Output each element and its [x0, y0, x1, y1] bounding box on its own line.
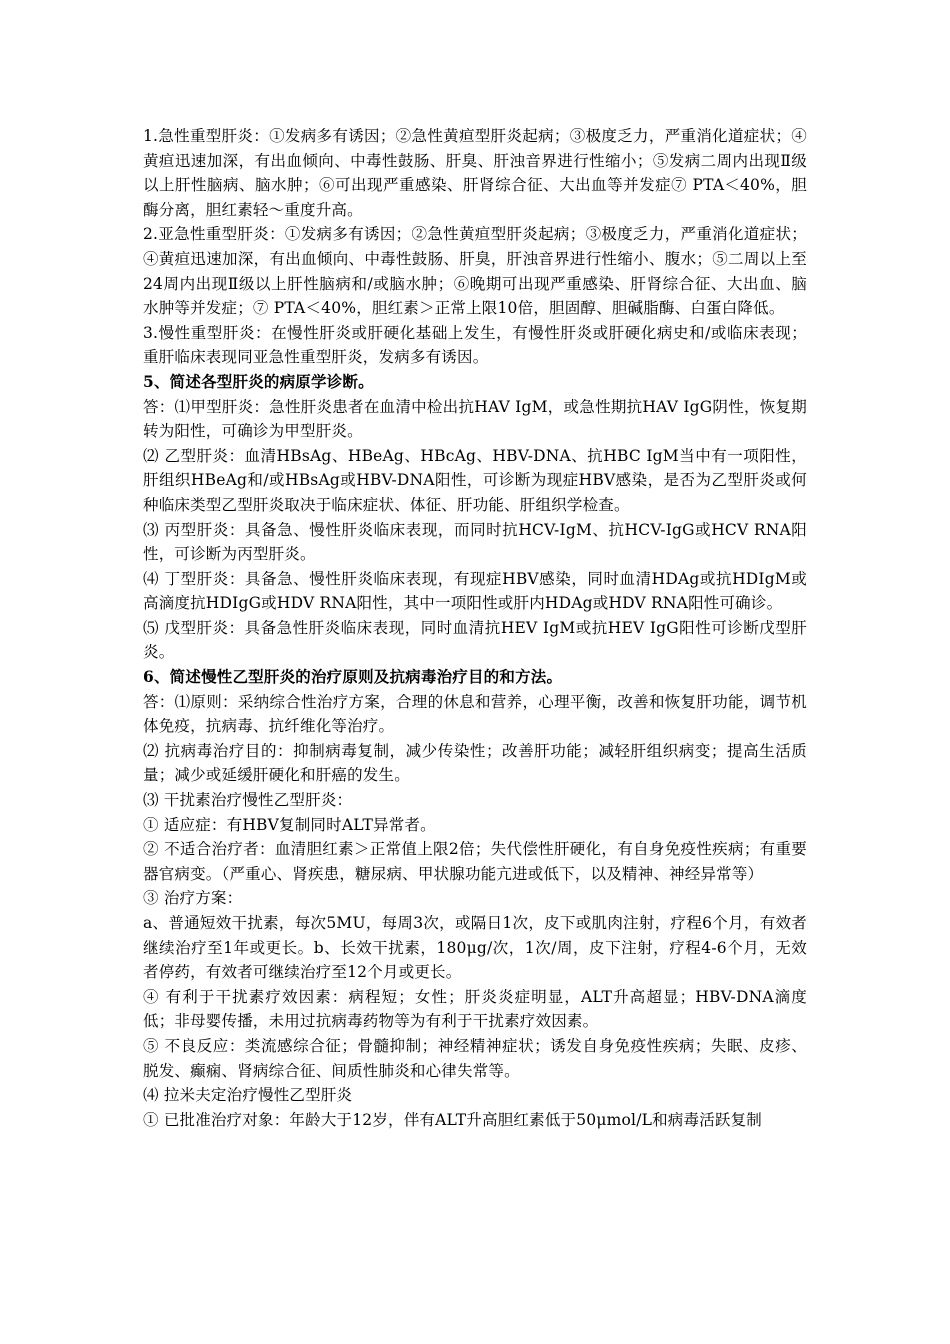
paragraph-chronic-severe-hepatitis: 3.慢性重型肝炎：在慢性肝炎或肝硬化基础上发生，有慢性肝炎或肝硬化病史和/或临床表现；重肝临床表现同亚急性重型肝炎，发病多有诱因。 — [143, 323, 807, 367]
paragraph-adverse-reactions: ⑤ 不良反应：类流感综合征；骨髓抑制；神经精神症状；诱发自身免疫性疾病；失眠、皮疹、脱发、癫痫、肾病综合征、间质性肺炎和心律失常等。 — [143, 1036, 807, 1080]
paragraph-hepatitis-a: 答：⑴甲型肝炎：急性肝炎患者在血清中检出抗HAV IgM，或急性期抗HAV IgG阴性，恢复期转为阳性，可确诊为甲型肝炎。 — [143, 397, 807, 441]
paragraph-interferon-title: ⑶ 干扰素治疗慢性乙型肝炎： — [143, 791, 353, 810]
paragraph-lamivudine-title: ⑷ 拉米夫定治疗慢性乙型肝炎 — [143, 1086, 353, 1105]
paragraph-lamivudine-target: ① 已批准治疗对象：年龄大于12岁，伴有ALT升高胆红素低于50μmol/L和病毒活跃复制 — [143, 1110, 763, 1129]
paragraph-hepatitis-c: ⑶ 丙型肝炎：具备急、慢性肝炎临床表现，而同时抗HCV-IgM、抗HCV-IgG或HCV RNA阳性，可诊断为丙型肝炎。 — [143, 520, 807, 564]
paragraph-treatment-principle: 答：⑴原则：采纳综合性治疗方案，合理的休息和营养，心理平衡，改善和恢复肝功能，调节机体免疫，抗病毒、抗纤维化等治疗。 — [143, 692, 807, 736]
document-body — [143, 124, 807, 1132]
paragraph-subacute-severe-hepatitis: 2.亚急性重型肝炎：①发病多有诱因；②急性黄疸型肝炎起病；③极度乏力，严重消化道症状；④黄疸迅速加深，有出血倾向、中毒性鼓肠、肝臭，肝浊音界进行性缩小、腹水；⑤二周以上至24周内出现Ⅱ级以上肝性脑病和/或脑水肿；⑥晚期可出现严重感染、肝肾综合征、大出血、脑水肿等并发症；⑦ PTA＜40%，胆红素＞正常上限10倍，胆固醇、胆碱脂酶、白蛋白降低。 — [143, 225, 807, 318]
paragraph-indication: ① 适应症：有HBV复制同时ALT异常者。 — [143, 815, 436, 834]
heading-question-5: 5、简述各型肝炎的病原学诊断。 — [143, 371, 374, 391]
paragraph-contraindication: ② 不适合治疗者：血清胆红素＞正常值上限2倍；失代偿性肝硬化，有自身免疫性疾病；有重要器官病变。（严重心、肾疾患，糖尿病、甲状腺功能亢进或低下，以及精神、神经异常等） — [143, 840, 807, 883]
paragraph-antiviral-goal: ⑵ 抗病毒治疗目的：抑制病毒复制，减少传染性；改善肝功能；减轻肝组织病变；提高生活质量；减少或延缓肝硬化和肝癌的发生。 — [143, 741, 807, 785]
paragraph-acute-severe-hepatitis: 1.急性重型肝炎：①发病多有诱因；②急性黄疸型肝炎起病；③极度乏力，严重消化道症状；④黄疸迅速加深，有出血倾向、中毒性鼓肠、肝臭、肝浊音界进行性缩小；⑤发病二周内出现Ⅱ级以上肝性脑病、脑水肿；⑥可出现严重感染、肝肾综合征、大出血等并发症⑦ PTA＜40%，胆酶分离，胆红素轻～重度升高。 — [143, 127, 807, 219]
heading-question-6: 6、简述慢性乙型肝炎的治疗原则及抗病毒治疗目的和方法。 — [143, 667, 563, 687]
paragraph-regimen: a、普通短效干扰素，每次5MU，每周3次，或隔日1次，皮下或肌肉注射，疗程6个月，有效者继续治疗至1年或更长。b、长效干扰素，180μg/次，1次/周，皮下注射，疗程4-6个月，无效者停药，有效者可继续治疗至12个月或更长。 — [143, 914, 807, 982]
paragraph-hepatitis-e: ⑸ 戊型肝炎：具备急性肝炎临床表现，同时血清抗HEV IgM或抗HEV IgG阳性可诊断戊型肝炎。 — [143, 618, 807, 662]
paragraph-regimen-title: ③ 治疗方案： — [143, 889, 243, 908]
paragraph-favorable-factors: ④ 有利于干扰素疗效因素：病程短；女性；肝炎炎症明显，ALT升高超显；HBV-DNA滴度低；非母婴传播，未用过抗病毒药物等为有利于干扰素疗效因素。 — [143, 987, 807, 1031]
paragraph-hepatitis-d: ⑷ 丁型肝炎：具备急、慢性肝炎临床表现，有现症HBV感染，同时血清HDAg或抗HDIgM或高滴度抗HDIgG或HDV RNA阳性，其中一项阳性或肝内HDAg或HDV RNA阳性可确诊。 — [143, 569, 807, 613]
paragraph-hepatitis-b: ⑵ 乙型肝炎：血清HBsAg、HBeAg、HBcAg、HBV-DNA、抗HBC IgM当中有一项阳性，肝组织HBeAg和/或HBsAg或HBV-DNA阳性，可诊断为现症HBV感染，是否为乙型肝炎或何种临床类型乙型肝炎取决于临床症状、体征、肝功能、肝组织学检查。 — [143, 446, 807, 514]
